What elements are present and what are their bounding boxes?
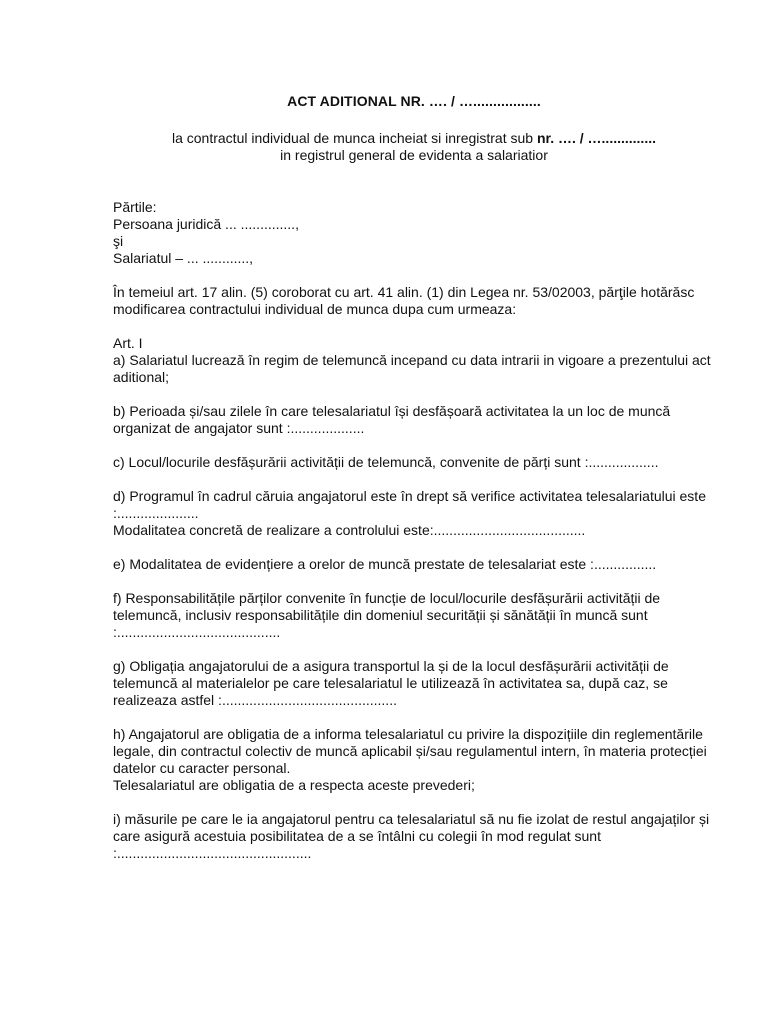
clause-d-control: Modalitatea concretă de realizare a controlului este:....................................... <box>113 522 586 538</box>
clause-a: a) Salariatul lucrează în regim de telemuncă incepand cu data intrarii in vigoare a prezentului act aditional; <box>113 352 711 385</box>
clause-h: h) Angajatorul are obligatia de a informa telesalariatul cu privire la dispozițiile din reglementările legale, din contractul colectiv de muncă aplicabil și/sau regulamentul intern, în materia protecției datelor cu caracter personal. <box>113 726 707 776</box>
subtitle-line-2: in registrul general de evidenta a salariatior <box>280 147 548 163</box>
clause-e: e) Modalitatea de evidențiere a orelor de muncă prestate de telesalariat este :................ <box>113 556 657 572</box>
document-body <box>113 199 718 862</box>
article-heading: Art. I <box>113 335 143 351</box>
clause-b: b) Perioada și/sau zilele în care telesalariatul își desfășoară activitatea la un loc de muncă organizat de angajator sunt :................... <box>113 403 671 436</box>
clause-g: g) Obligația angajatorului de a asigura transportul la și de la locul desfășurării activității de telemuncă al materialelor pe care telesalariatul le utilizează în activitatea sa, după caz, se realizeaza astfel :............................................. <box>113 658 669 708</box>
subtitle-line-1 <box>0 130 768 147</box>
clause-i: i) măsurile pe care le ia angajatorul pentru ca telesalariatul să nu fie izolat de restul angajaților și care asigură acestuia posibilitatea de a se întâlni cu colegii în mod regulat sunt :.................................................. <box>113 811 710 861</box>
clause-h-obligation: Telesalariatul are obligatia de a respecta aceste prevederi; <box>113 777 475 793</box>
conjunction-line: şi <box>113 233 124 249</box>
document-title: ACT ADITIONAL NR. …. / …................. <box>287 93 541 109</box>
employee-line: Salariatul – ... ............, <box>113 250 254 266</box>
clause-f: f) Responsabilitățile părților convenite în funcție de locul/locurile desfășurării activității de telemuncă, inclusiv responsabilitățile din domeniul securității și sănătății în muncă sunt :.......................................... <box>113 590 661 640</box>
subtitle-registration-number: nr. …. / ….............. <box>536 130 656 146</box>
clause-d: d) Programul în cadrul căruia angajatorul este în drept să verifice activitatea telesalariatului este :..................... <box>113 488 706 521</box>
clause-c: c) Locul/locurile desfășurării activității de telemuncă, convenite de părți sunt :.................. <box>113 454 659 470</box>
subtitle-text: la contractul individual de munca incheiat si inregistrat sub <box>171 130 537 146</box>
document-subtitle <box>0 130 768 164</box>
legal-person-line: Persoana juridică ... .............., <box>113 216 299 232</box>
preamble-paragraph: În temeiul art. 17 alin. (5) coroborat cu art. 41 alin. (1) din Legea nr. 53/02003, părţile hotărăsc modificarea contractului individual de munca dupa cum urmeaza: <box>113 284 695 317</box>
parties-heading: Părtile: <box>113 199 157 215</box>
